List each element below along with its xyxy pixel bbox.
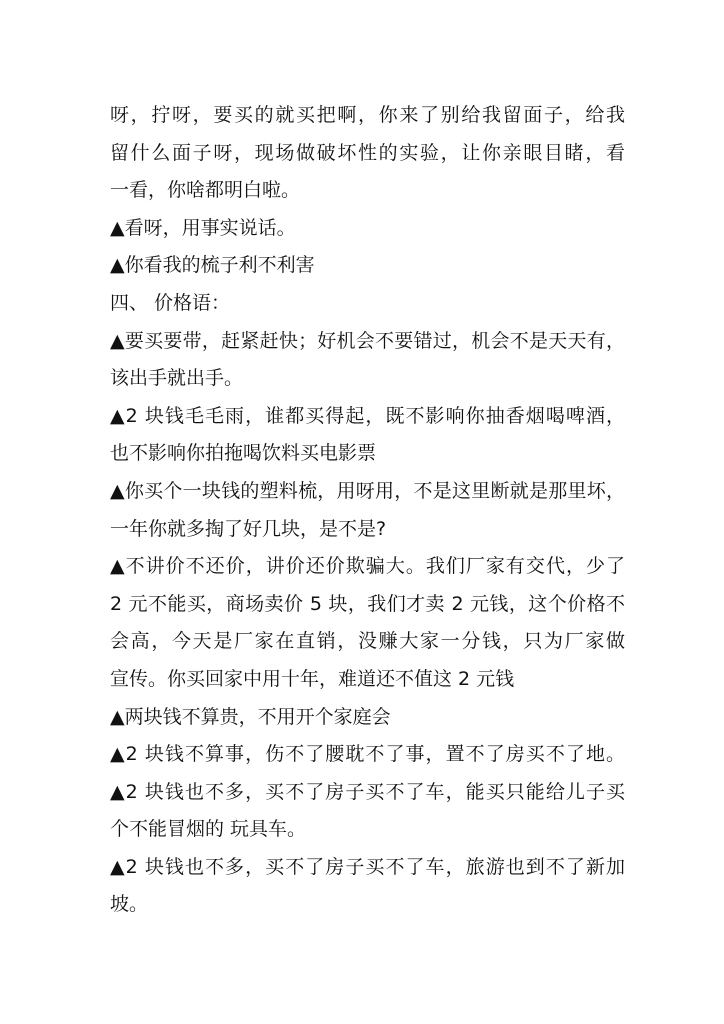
text-line: 四、 价格语：: [110, 291, 231, 314]
text-line: 该出手就出手。: [110, 367, 244, 390]
text-line: 留什么面子呀，现场做破坏性的实验，让你亲眼目睹，看: [110, 141, 625, 164]
text-line: 坡。: [110, 893, 149, 916]
text-line: 个不能冒烟的 玩具车。: [110, 818, 307, 841]
text-line: 宣传。你买回家中用十年，难道还不值这 2 元钱: [110, 667, 515, 690]
document-body: [110, 97, 625, 924]
text-line: ▲2 块钱也不多，买不了房子买不了车，能买只能给儿子买: [110, 780, 625, 803]
text-line: ▲2 块钱不算事，伤不了腰耽不了事，置不了房买不了地。: [110, 743, 625, 766]
text-line: 也不影响你拍拖喝饮料买电影票: [110, 442, 377, 465]
text-line: ▲你看我的梳子利不利害: [110, 254, 315, 277]
text-line: ▲看呀，用事实说话。: [110, 216, 296, 239]
text-line: 会高，今天是厂家在直销，没赚大家一分钱，只为厂家做: [110, 630, 625, 653]
text-line: ▲你买个一块钱的塑料梳，用呀用，不是这里断就是那里坏，: [110, 479, 625, 502]
text-line: 呀，拧呀，要买的就买把啊，你来了别给我留面子，给我: [110, 104, 625, 126]
text-line: 一年你就多掏了好几块，是不是?: [110, 517, 387, 540]
text-line: ▲2 块钱也不多，买不了房子买不了车，旅游也到不了新加: [110, 855, 625, 878]
text-line: 一看，你啥都明白啦。: [110, 179, 301, 202]
text-line: 2 元不能买，商场卖价 5 块，我们才卖 2 元钱，这个价格不: [110, 592, 625, 615]
text-line: ▲要买要带，赶紧赶快；好机会不要错过，机会不是天天有，: [110, 329, 625, 352]
text-line: ▲2 块钱毛毛雨，谁都买得起，既不影响你抽香烟喝啤酒，: [110, 404, 625, 427]
text-line: ▲不讲价不还价，讲价还价欺骗大。我们厂家有交代，少了: [110, 555, 625, 578]
text-line: ▲两块钱不算贵，不用开个家庭会: [110, 705, 391, 728]
